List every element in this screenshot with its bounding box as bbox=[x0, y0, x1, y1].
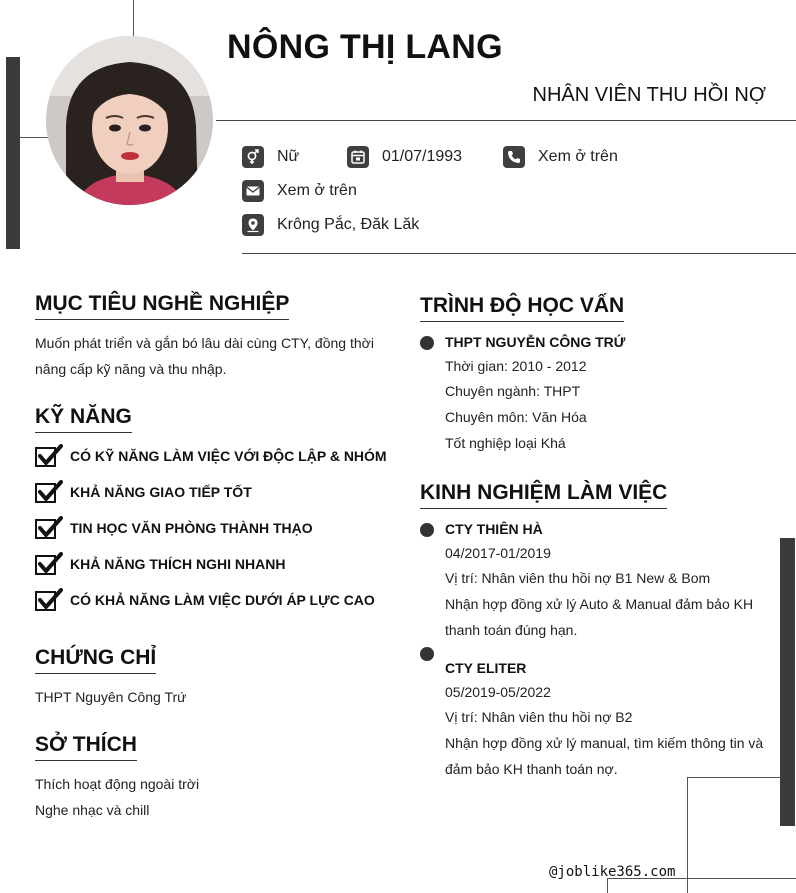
gender-icon bbox=[242, 146, 264, 168]
checkbox-check-icon bbox=[35, 480, 63, 504]
skill-label: KHẢ NĂNG THÍCH NGHI NHANH bbox=[70, 556, 286, 572]
phone-value: Xem ở trên bbox=[538, 148, 618, 165]
job-title: NHÂN VIÊN THU HỒI NỢ bbox=[532, 84, 766, 106]
footer-tick-line bbox=[607, 878, 608, 893]
hobby-item: Nghe nhạc và chill bbox=[35, 802, 150, 818]
avatar bbox=[46, 36, 213, 205]
checkbox-check-icon bbox=[35, 516, 63, 540]
candidate-name: NÔNG THỊ LANG bbox=[227, 28, 503, 66]
checkbox-check-icon bbox=[35, 444, 63, 468]
phone-field bbox=[503, 146, 618, 168]
calendar-icon bbox=[347, 146, 369, 168]
skill-item bbox=[35, 480, 252, 504]
objective-line-2: nâng cấp kỹ năng và thu nhập. bbox=[35, 361, 227, 377]
location-icon bbox=[242, 214, 264, 236]
birthday-value: 01/07/1993 bbox=[382, 148, 463, 165]
contact-divider-line bbox=[242, 253, 796, 254]
job-position: Vị trí: Nhân viên thu hồi nợ B2 bbox=[445, 709, 633, 725]
education-heading: TRÌNH ĐỘ HỌC VẤN bbox=[420, 294, 624, 322]
top-divider-line bbox=[133, 0, 134, 38]
job-description-line-2: thanh toán đúng hạn. bbox=[445, 622, 578, 638]
skill-label: CÓ KHẢ NĂNG LÀM VIỆC DƯỚI ÁP LỰC CAO bbox=[70, 592, 375, 608]
company-name: CTY ELITER bbox=[445, 660, 527, 676]
email-field bbox=[242, 180, 357, 202]
hobbies-heading: SỞ THÍCH bbox=[35, 733, 137, 761]
education-grade: Tốt nghiệp loại Khá bbox=[445, 435, 566, 451]
skill-item bbox=[35, 444, 387, 468]
skill-item bbox=[35, 552, 285, 576]
skill-label: CÓ KỸ NĂNG LÀM VIỆC VỚI ĐỘC LẬP & NHÓM bbox=[70, 448, 387, 464]
timeline-dot bbox=[420, 523, 434, 537]
skill-item bbox=[35, 516, 313, 540]
experience-heading: KINH NGHIỆM LÀM VIỆC bbox=[420, 481, 667, 509]
email-icon bbox=[242, 180, 264, 202]
job-description-line-1: Nhận hợp đồng xử lý manual, tìm kiếm thông tin và bbox=[445, 735, 764, 751]
gender-value: Nữ bbox=[277, 148, 300, 165]
timeline-dot bbox=[420, 336, 434, 350]
left-accent-bar bbox=[6, 57, 20, 249]
hobby-item: Thích hoạt động ngoài trời bbox=[35, 776, 200, 792]
education-major: Chuyên ngành: THPT bbox=[445, 383, 581, 399]
skill-label: TIN HỌC VĂN PHÒNG THÀNH THẠO bbox=[70, 520, 313, 536]
objective-line-1: Muốn phát triển và gắn bó lâu dài cùng CTY, đồng thời bbox=[35, 335, 374, 351]
objective-heading: MỤC TIÊU NGHỀ NGHIỆP bbox=[35, 292, 289, 320]
birthday-field bbox=[347, 146, 462, 168]
corner-frame bbox=[687, 777, 781, 893]
header-divider-line bbox=[216, 120, 796, 121]
photo-divider-line bbox=[20, 137, 48, 138]
certificate-item: THPT Nguyên Công Trứ bbox=[35, 689, 187, 705]
gender-field bbox=[242, 146, 299, 168]
watermark-text: @joblike365.com bbox=[549, 864, 676, 880]
phone-icon bbox=[503, 146, 525, 168]
certificates-heading: CHỨNG CHỈ bbox=[35, 646, 156, 674]
skill-item bbox=[35, 588, 375, 612]
job-period: 05/2019-05/2022 bbox=[445, 684, 551, 700]
job-period: 04/2017-01/2019 bbox=[445, 545, 551, 561]
school-name: THPT NGUYỄN CÔNG TRỨ bbox=[445, 334, 626, 350]
company-name: CTY THIÊN HÀ bbox=[445, 521, 543, 537]
address-field bbox=[242, 214, 419, 236]
education-time: Thời gian: 2010 - 2012 bbox=[445, 358, 587, 374]
checkbox-check-icon bbox=[35, 588, 63, 612]
job-position: Vị trí: Nhân viên thu hồi nợ B1 New & Bom bbox=[445, 570, 711, 586]
skills-heading: KỸ NĂNG bbox=[35, 405, 132, 433]
right-accent-bar bbox=[780, 538, 795, 826]
job-description-line-2: đảm bảo KH thanh toán nợ. bbox=[445, 761, 618, 777]
education-subject: Chuyên môn: Văn Hóa bbox=[445, 409, 587, 425]
email-value: Xem ở trên bbox=[277, 182, 357, 199]
job-description-line-1: Nhận hợp đồng xử lý Auto & Manual đảm bảo KH bbox=[445, 596, 754, 612]
skill-label: KHẢ NĂNG GIAO TIẾP TỐT bbox=[70, 484, 252, 500]
address-value: Krông Pắc, Đăk Lăk bbox=[277, 216, 420, 233]
timeline-dot bbox=[420, 647, 434, 661]
checkbox-check-icon bbox=[35, 552, 63, 576]
